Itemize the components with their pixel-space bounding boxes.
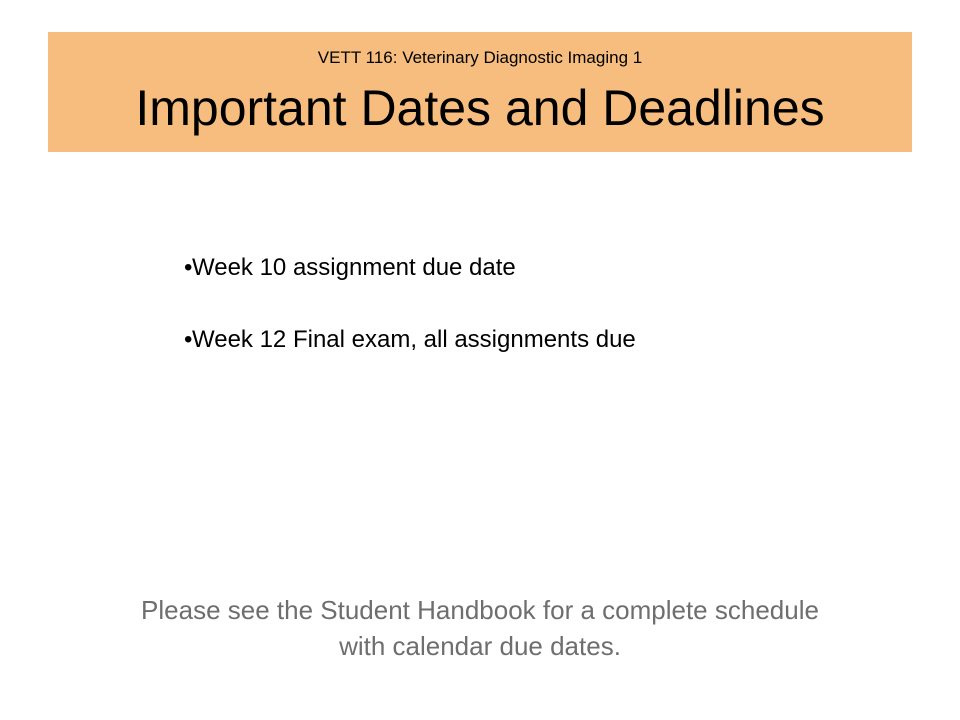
list-item-text: Week 10 assignment due date (192, 254, 516, 281)
course-subtitle: VETT 116: Veterinary Diagnostic Imaging 1 (317, 48, 643, 67)
bullet-icon: • (184, 254, 193, 281)
deadline-list (184, 248, 884, 360)
bullet-icon: • (184, 326, 193, 353)
list-item (184, 320, 884, 360)
handbook-note-line-2: with calendar due dates. (339, 631, 621, 661)
handbook-note (40, 592, 920, 664)
handbook-note-line-1: Please see the Student Handbook for a complete schedule (141, 595, 819, 625)
slide-title: Important Dates and Deadlines (135, 80, 825, 136)
list-item (184, 248, 884, 288)
list-item-text: Week 12 Final exam, all assignments due (192, 326, 636, 353)
title-banner (48, 32, 912, 152)
